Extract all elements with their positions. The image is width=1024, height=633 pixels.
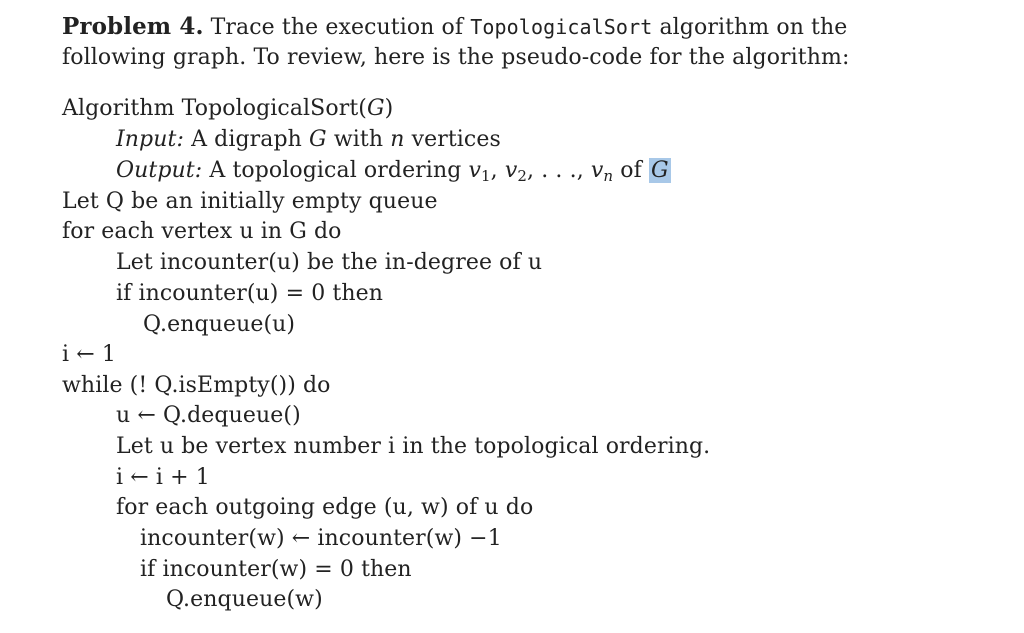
- pseudocode-line-7: while (! Q.isEmpty()) do: [62, 373, 331, 398]
- pseudocode-line-6: i ← 1: [62, 342, 116, 367]
- highlighted-selection[interactable]: G: [650, 158, 669, 183]
- algorithm-input: Input: A digraph G with n vertices: [116, 127, 501, 152]
- pseudocode-line-5: Q.enqueue(u): [143, 312, 296, 337]
- problem-intro-b: algorithm on the: [659, 15, 848, 40]
- pseudocode-line-11: for each outgoing edge (u, w) of u do: [116, 495, 534, 520]
- algorithm-name: TopologicalSort: [470, 15, 653, 39]
- pseudocode-line-4: if incounter(u) = 0 then: [116, 281, 384, 306]
- problem-statement-line-1: [62, 12, 847, 43]
- problem-statement-line-2: following graph. To review, here is the pseudo-code for the algorithm:: [62, 45, 850, 70]
- pseudocode-line-9: Let u be vertex number i in the topological ordering.: [116, 434, 711, 459]
- problem-intro-a: Trace the execution of: [210, 15, 464, 40]
- algorithm-output: Output: A topological ordering $v_1$, $v_2$, . . ., $v_n$ of G: [116, 158, 669, 185]
- algorithm-header: Algorithm TopologicalSort(G): [62, 96, 394, 121]
- pseudocode-line-14: Q.enqueue(w): [166, 587, 323, 612]
- pseudocode-line-12: incounter(w) ← incounter(w) −1: [140, 526, 502, 551]
- pseudocode-line-10: i ← i + 1: [116, 465, 210, 490]
- pseudocode-line-8: u ← Q.dequeue(): [116, 403, 301, 428]
- pseudocode-line-3: Let incounter(u) be the in-degree of u: [116, 250, 543, 275]
- pseudocode-line-1: Let Q be an initially empty queue: [62, 189, 438, 214]
- pseudocode-line-13: if incounter(w) = 0 then: [140, 557, 412, 582]
- problem-label: Problem 4.: [62, 13, 204, 40]
- pseudocode-line-2: for each vertex u in G do: [62, 219, 342, 244]
